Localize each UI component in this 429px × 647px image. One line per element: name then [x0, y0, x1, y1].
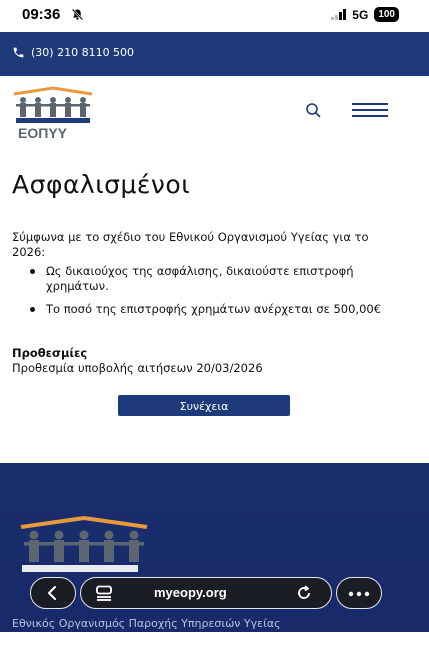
logo-wordmark: ΕΟΠΥΥ — [18, 125, 68, 140]
back-button[interactable] — [30, 577, 76, 609]
status-time: 09:36 — [22, 6, 61, 23]
phone-icon — [12, 46, 25, 59]
eopyy-logo[interactable] — [12, 86, 94, 140]
site-header — [0, 76, 429, 146]
ellipsis-icon — [348, 591, 370, 597]
status-bar — [0, 0, 429, 32]
page-menu-icon[interactable] — [95, 585, 113, 601]
list-item: Το ποσό της επιστροφής χρημάτων ανέρχεται σε 500,00€ — [28, 302, 400, 317]
page-title: Ασφαλισμένοι — [12, 170, 191, 199]
continue-button[interactable]: Συνέχεια — [118, 395, 290, 416]
chevron-left-icon — [46, 586, 58, 600]
hamburger-menu-icon[interactable] — [352, 103, 388, 121]
list-item: Ως δικαιούχος της ασφάλισης, δικαιούστε επιστροφή χρημάτων. — [28, 264, 400, 294]
footer-org-name: Εθνικός Οργανισμός Παροχής Υπηρεσιών Υγείας — [12, 617, 281, 630]
phone-link[interactable] — [12, 46, 134, 59]
status-indicators — [331, 7, 399, 22]
bell-slash-icon — [71, 8, 84, 21]
network-label: 5G — [352, 7, 369, 22]
signal-icon — [331, 9, 346, 20]
phone-number: (30) 210 8110 500 — [31, 46, 135, 59]
deadlines-text: Προθεσμία υποβολής αιτήσεων 20/03/2026 — [12, 361, 263, 375]
search-icon[interactable] — [303, 100, 325, 122]
intro-text: Σύμφωνα με το σχέδιο του Εθνικού Οργανισμού Υγείας για το 2026: — [12, 230, 369, 259]
reload-icon[interactable] — [296, 585, 312, 601]
footer-eopyy-logo — [18, 515, 150, 581]
deadlines-heading: Προθεσμίες — [12, 346, 88, 360]
contact-bar — [0, 32, 429, 76]
site-footer — [0, 463, 429, 647]
bottom-strip — [0, 632, 429, 647]
browser-toolbar — [0, 577, 429, 611]
more-options-button[interactable] — [336, 577, 382, 609]
address-bar[interactable] — [80, 577, 332, 609]
url-text: myeopy.org — [154, 585, 227, 600]
benefits-list — [28, 264, 400, 325]
battery-icon: 100 — [374, 7, 399, 22]
